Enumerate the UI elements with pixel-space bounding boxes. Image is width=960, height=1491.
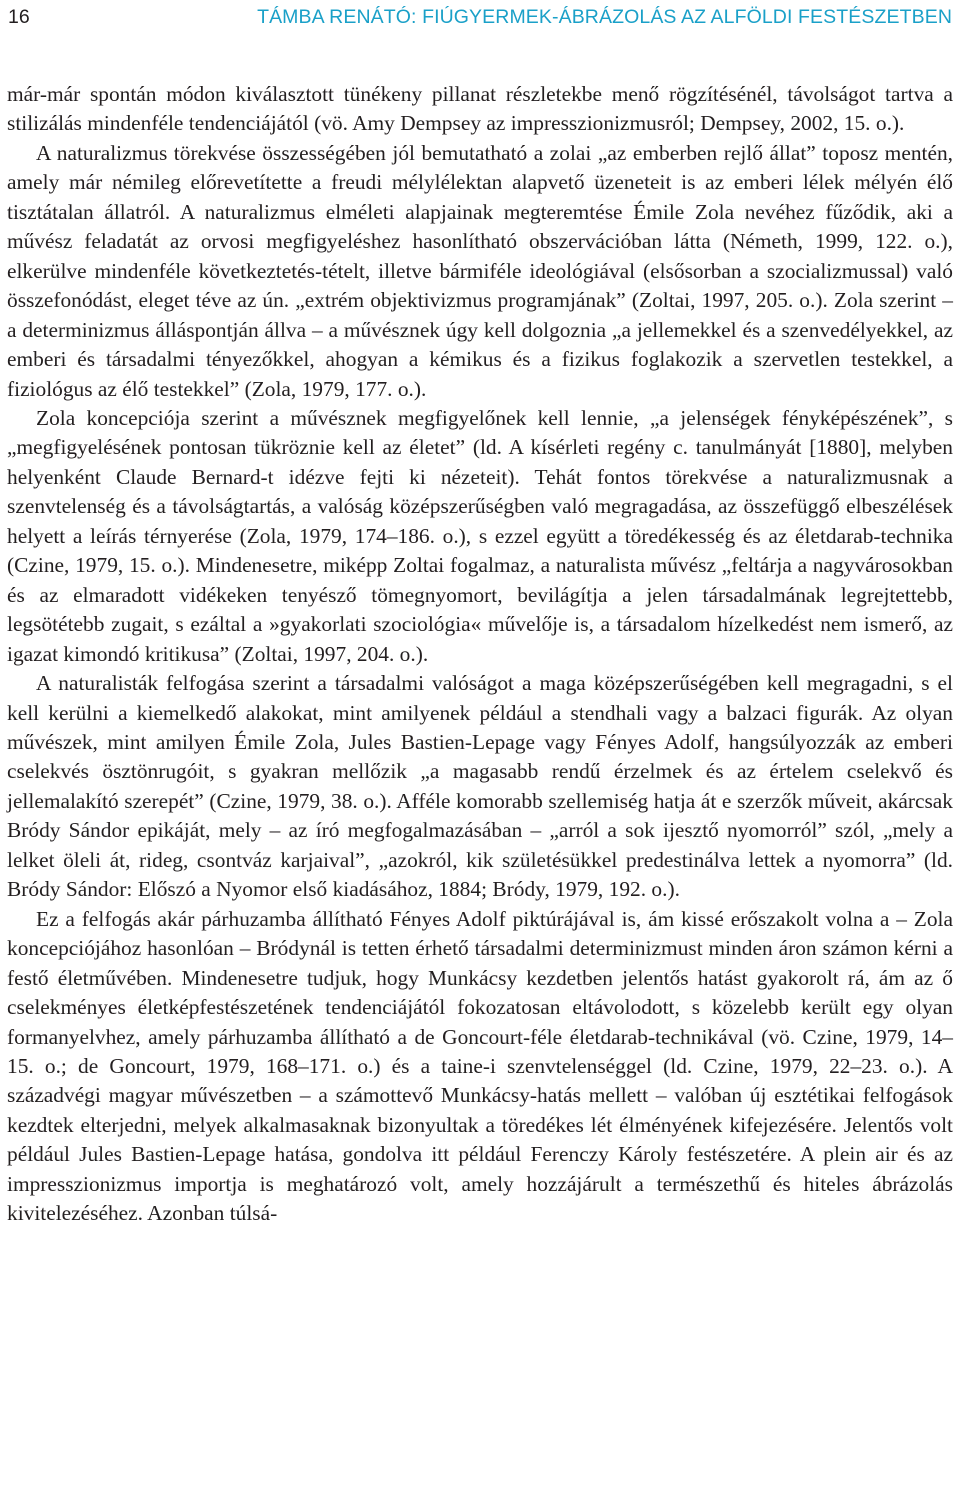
page-number: 16 [8, 6, 30, 28]
paragraph-naturalism: A naturalizmus törekvése összességében jól bemutatható a zolai „az emberben rejlő állat” toposz mentén, amely már némileg előrevetítette a freudi mélylélektan alapvető üzeneteit is az emberi lélek mélyén élő tisztátalan állatról. A naturalizmus elméleti alapjainak megteremtése Émile Zola nevéhez fűződik, aki a művész feladatát az orvosi megfigyeléshez hasonlítható obszervációban látta (Németh, 1999, 122. o.), elkerülve mindenféle következtetés-tételt, illetve bármiféle ideológiával (elsősorban a szocializmussal) való összefonódást, eleget téve az ún. „extrém objektivizmus programjának” (Zoltai, 1997, 205. o.). Zola szerint – a determinizmus álláspontján állva – a művésznek úgy kell dolgoznia „a jellemekkel és a szenvedélyekkel, az emberi és társadalmi tényezőkkel, ahogyan a kémikus és a fizikus foglakozik a szervetlen testekkel, a fiziológus az élő testekkel” (Zola, 1979, 177. o.). [7, 140, 953, 401]
paragraph-naturalists-view: A naturalisták felfogása szerint a társadalmi valóságot a maga középszerűségében kell megragadni, s el kell kerülni a kiemelkedő alakokat, mint amilyenek például a stendhali vagy a balzaci figurák. Az olyan művészek, mint amilyen Émile Zola, Jules Bastien-Lepage vagy Fényes Adolf, hangsúlyozzák az emberi cselekvés ösztönrugóit, s gyakran mellőzik „a magasabb rendű érzelmek és az értelem cselekvő és jellemalakító szerepét” (Czine, 1979, 38. o.). Afféle komorabb szellemiség hatja át e szerzők műveit, akárcsak Bródy Sándor epikáját, mely – az író megfogalmazásában – „arról a sok ijesztő nyomorról” szól, „mely a lelket öleli át, rideg, csontváz karjaival”, „azokról, kik születésükkel predestinálva lettek a nyomorra” (ld. Bródy Sándor: Előszó a Nyomor első kiadásához, 1884; Bródy, 1979, 192. o.). [7, 671, 953, 902]
paragraph-fenyes-adolf: Ez a felfogás akár párhuzamba állítható Fényes Adolf piktúrájával is, ám kissé erőszakolt volna a – Zola koncepciójához hasonlóan – Bródynál is tetten érhető társadalmi determinizmust minden áron számon kérni a festő életművében. Mindenesetre tudjuk, hogy Munkácsy kezdetben jelentős hatást gyakorolt rá, ám az ő cselekményes életképfestészetének tendenciájától fokozatosan eltávolodott, s közelebb került egy olyan formanyelvhez, amely párhuzamba állítható a de Goncourt-féle életdarab-technikával (vö. Czine, 1979, 14–15. o.; de Goncourt, 1979, 168–171. o.) és a taine-i szenvtelenséggel (ld. Czine, 1979, 22–23. o.). A századvégi magyar művészetben – a számottevő Munkácsy-hatás mellett – valóban új esztétikai felfogások kezdtek elterjedni, melyek alkalmasaknak bizonyultak a töredékes lét élményének kifejezésére. Jelentős volt például Jules Bastien-Lepage hatása, gondolva itt például Ferenczy Károly festészetére. A plein air és az impresszionizmus importja is meghatározó volt, amely hozzájárult a természethű és hiteles ábrázolás kivitelezéséhez. Azonban túlsá- [7, 906, 953, 1226]
paragraph-continued: már-már spontán módon kiválasztott tünékeny pillanat részletekbe menő rögzítésénél, távolságot tartva a stilizálás mindenféle tendenciájától (vö. Amy Dempsey az impresszionizmusról; Dempsey, 2002, 15. o.). [7, 82, 953, 136]
running-head-title: TÁMBA RENÁTÓ: FIÚGYERMEK-ÁBRÁZOLÁS AZ ALFÖLDI FESTÉSZETBEN [257, 6, 952, 28]
running-head [8, 4, 952, 30]
body-text [7, 80, 953, 1229]
paragraph-zola-concept: Zola koncepciója szerint a művésznek megfigyelőnek kell lennie, „a jelenségek fényképészének”, s „megfigyelésének pontosan tükröznie kell az életet” (ld. A kísérleti regény c. tanulmányát [1880], melyben helyenként Claude Bernard-t idézve fejti ki nézeteit). Tehát fontos törekvése a naturalizmusnak a szenvtelenség és a távolságtartás, a valóság középszerűségben való megragadása, az összefüggő elbeszélések helyett a leírás térnyerése (Zola, 1979, 174–186. o.), s ezzel együtt a töredékesség és az életdarab-technika (Czine, 1979, 15. o.). Mindenesetre, miképp Zoltai fogalmaz, a naturalista művész „feltárja a nagyvárosokban és az elmaradott vidékeken tenyésző tömegnyomort, bevilágítja a jelen társadalmának legrejtettebb, legsötétebb zugait, s ezáltal a »gyakorlati szociológia« művelője is, a társadalom hízelkedést nem ismerő, az igazat kimondó kritikusa” (Zoltai, 1997, 204. o.). [7, 405, 953, 666]
